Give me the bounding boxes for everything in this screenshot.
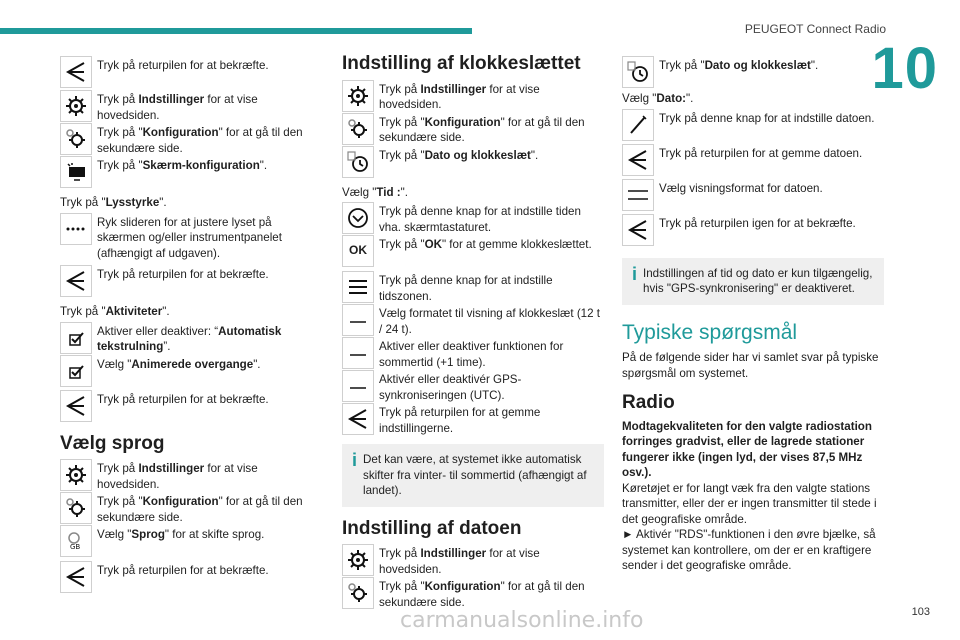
section-heading: Radio <box>622 392 675 413</box>
step-row <box>60 265 310 297</box>
header-title: PEUGEOT Connect Radio <box>744 22 886 36</box>
date-time-icon <box>622 56 654 88</box>
instruction: Tryk på "Lysstyrke". <box>60 196 167 209</box>
date-time-icon <box>342 146 374 178</box>
step-text: Tryk på Indstillinger for at vise hovedsiden. <box>97 93 258 122</box>
step-text: Tryk på denne knap for at indstille tidszonen. <box>379 274 553 303</box>
checkbox-icon <box>60 355 92 387</box>
step-row <box>60 355 310 387</box>
step-text: Tryk på "Konfiguration" for at gå til den sekundære side. <box>379 115 585 144</box>
step-text: Tryk på returpilen for at bekræfte. <box>97 268 269 281</box>
instruction: Vælg "Tid :". <box>342 185 409 199</box>
step-text: Tryk på "Konfiguration" for at gå til den sekundære side. <box>97 495 303 524</box>
step-row <box>60 459 310 492</box>
chapter-number: 10 <box>871 36 938 101</box>
step-row <box>622 144 884 176</box>
step-row <box>60 390 310 422</box>
step-text: Vælg "Sprog" for at skifte sprog. <box>97 528 265 541</box>
configuration-gear-icon <box>342 577 374 609</box>
note-text: Indstillingen af tid og dato er kun tilgængelig, hvis "GPS-synkronisering" er deaktiveret. <box>643 266 873 295</box>
svg-text:GB: GB <box>70 543 81 551</box>
section-heading: Vælg sprog <box>60 432 165 454</box>
step-row <box>342 113 604 146</box>
step-text: Tryk på "Dato og klokkeslæt". <box>659 59 819 72</box>
gear-icon <box>342 80 374 112</box>
info-note <box>342 444 604 507</box>
question: Modtagekvaliteten for den valgte radiostation forringes gradvist, eller de lagrede stationer fungerer ikke (ingen lyd, der vises 87,5 MHz osv.). <box>622 419 872 479</box>
step-text: Tryk på returpilen for at bekræfte. <box>97 392 269 406</box>
back-arrow-icon <box>622 214 654 246</box>
step-row <box>60 525 310 557</box>
step-row <box>60 561 310 593</box>
step-text: Tryk på returpilen igen for at bekræfte. <box>659 216 856 230</box>
step-text: Aktiver eller deaktiver funktionen for sommertid (+1 time). <box>379 340 564 369</box>
step-row <box>342 80 604 113</box>
step-row <box>60 492 310 525</box>
back-arrow-icon <box>60 390 92 422</box>
step-text: Tryk på denne knap for at indstille tiden vha. skærmtastaturet. <box>379 205 581 234</box>
step-row <box>622 179 884 211</box>
step-text: Tryk på "OK" for at gemme klokkeslættet. <box>379 238 592 251</box>
page-number: 103 <box>911 606 930 618</box>
pencil-icon <box>622 109 654 141</box>
step-text: Ryk slideren for at justere lyset på skærmen og/eller instrumentpanelet (afhængigt af udgaven). <box>97 215 282 260</box>
step-row <box>342 202 604 235</box>
step-text: Tryk på "Konfiguration" for at gå til den sekundære side. <box>379 580 585 609</box>
step-text: Tryk på Indstillinger for at vise hovedsiden. <box>97 462 258 491</box>
step-text: Tryk på returpilen for at gemme indstillingerne. <box>379 406 541 435</box>
step-text: Aktiver eller deaktiver: “Automatisk tekstrulning”. <box>97 324 282 353</box>
slider-icon <box>60 213 92 245</box>
configuration-gear-icon <box>60 123 92 155</box>
section-heading: Indstilling af datoen <box>342 517 522 539</box>
step-text: Tryk på "Skærm-konfiguration". <box>97 159 268 172</box>
step-row <box>60 123 310 156</box>
step-row <box>342 577 604 610</box>
back-arrow-icon <box>60 265 92 297</box>
watermark: carmanualsonline.info <box>400 608 644 633</box>
step-text: Tryk på returpilen for at gemme datoen. <box>659 146 863 160</box>
step-text: Tryk på denne knap for at indstille datoen. <box>659 111 875 125</box>
step-text: Tryk på Indstillinger for at vise hovedsiden. <box>379 82 540 111</box>
step-text: Vælg "Animerede overgange". <box>97 357 261 371</box>
step-row <box>342 146 604 178</box>
ok-label: OK <box>349 243 367 258</box>
step-text: Vælg formatet til visning af klokkeslæt (12 t / 24 t). <box>379 307 601 336</box>
toggle-line-icon <box>342 337 374 369</box>
step-row <box>342 304 604 337</box>
step-row <box>342 370 604 403</box>
step-text: Tryk på returpilen for at bekræfte. <box>97 564 269 577</box>
note-text: Det kan være, at systemet ikke automatisk skifter fra vinter- til sommertid (afhængigt af landet). <box>363 453 587 497</box>
info-icon: i <box>352 450 358 470</box>
configuration-gear-icon <box>342 113 374 145</box>
step-row <box>622 214 884 246</box>
ok-icon <box>342 235 374 267</box>
step-row <box>342 544 604 577</box>
header-accent-bar <box>0 28 472 34</box>
instruction: Tryk på "Aktiviteter". <box>60 305 170 318</box>
column-3 <box>622 56 884 574</box>
gear-icon <box>342 544 374 576</box>
language-icon <box>60 525 92 557</box>
back-arrow-icon <box>60 561 92 593</box>
back-arrow-icon <box>60 56 92 88</box>
answer: Køretøjet er for langt væk fra den valgte stations transmitter, eller der er ingen transmitter til stede i det geografiske område. <box>622 481 877 526</box>
step-row <box>342 271 604 304</box>
step-text: Aktivér eller deaktivér GPS-synkroniseringen (UTC). <box>379 373 522 402</box>
info-icon: i <box>632 263 638 284</box>
gear-icon <box>60 90 92 122</box>
step-row <box>60 56 310 88</box>
configuration-gear-icon <box>60 492 92 524</box>
step-row <box>60 90 310 123</box>
paragraph: På de følgende sider har vi samlet svar på typiske spørgsmål om systemet. <box>622 351 879 380</box>
section-heading: Indstilling af klokkeslættet <box>342 53 581 74</box>
step-row <box>60 322 310 355</box>
section-heading: Typiske spørgsmål <box>622 320 798 344</box>
step-row <box>60 156 310 188</box>
step-text: Tryk på Indstillinger for at vise hovedsiden. <box>379 547 540 576</box>
step-text: Tryk på "Konfiguration" for at gå til den sekundære side. <box>97 126 303 155</box>
back-arrow-icon <box>622 144 654 176</box>
step-row <box>622 109 884 141</box>
column-1 <box>60 56 310 593</box>
dropdown-circle-icon <box>342 202 374 234</box>
toggle-line-icon <box>342 304 374 336</box>
step-text: Vælg visningsformat for datoen. <box>659 181 823 195</box>
back-arrow-icon <box>342 403 374 435</box>
column-2 <box>342 53 604 610</box>
step-row <box>342 403 604 436</box>
instruction: Vælg "Dato:". <box>622 92 694 105</box>
step-row <box>342 235 604 267</box>
step-row <box>622 56 884 88</box>
step-text: Tryk på "Dato og klokkeslæt". <box>379 148 539 162</box>
format-icon <box>622 179 654 211</box>
step-row <box>342 337 604 370</box>
step-row <box>60 213 310 262</box>
info-note <box>622 258 884 305</box>
answer: ► Aktivér "RDS"-funktionen i den øvre bjælke, så systemet kan kontrollere, om der er en kraftigere sender i det geografiske område. <box>622 528 876 572</box>
list-icon <box>342 271 374 303</box>
toggle-line-icon <box>342 370 374 402</box>
gear-icon <box>60 459 92 491</box>
screen-config-icon <box>60 156 92 188</box>
step-text: Tryk på returpilen for at bekræfte. <box>97 59 269 72</box>
checkbox-icon <box>60 322 92 354</box>
